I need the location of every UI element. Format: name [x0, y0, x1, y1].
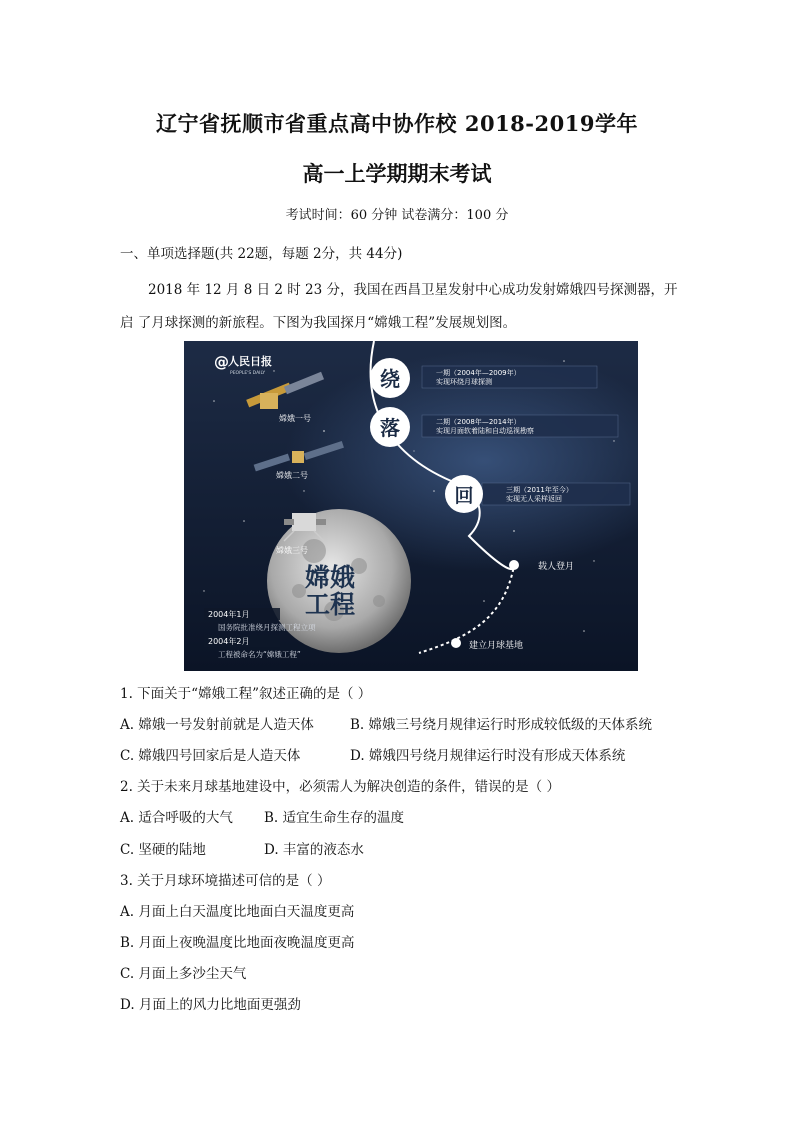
svg-text:落: 落: [380, 416, 400, 440]
figure-canvas: [184, 341, 638, 671]
svg-text:2004年1月: 2004年1月: [208, 610, 250, 619]
moon-title-1: 嫦娥: [304, 563, 356, 592]
question-1-option-d: D. 嫦娥四号绕月规律运行时没有形成天体系统: [350, 748, 626, 764]
question-3-option-a: A. 月面上白天温度比地面白天温度更高: [120, 904, 355, 920]
svg-text:PEOPLE'S DAILY: PEOPLE'S DAILY: [230, 371, 266, 376]
svg-text:2004年2月: 2004年2月: [208, 637, 250, 646]
svg-text:载人登月: 载人登月: [538, 562, 575, 572]
svg-text:@: @: [214, 353, 229, 371]
exam-info: 考试时间：60 分钟 试卷满分：100 分: [285, 208, 509, 223]
moon-title-2: 工程: [304, 590, 356, 619]
question-2-option-a: A. 适合呼吸的大气: [120, 810, 233, 826]
svg-text:国务院批准绕月探测工程立项: 国务院批准绕月探测工程立项: [218, 623, 316, 632]
question-3-option-b: B. 月面上夜晚温度比地面夜晚温度更高: [120, 935, 355, 951]
svg-text:二期（2008年—2014年）: 二期（2008年—2014年）: [436, 418, 521, 426]
probe-2-label: 嫦娥二号: [276, 471, 308, 480]
probe-3-label: 嫦娥三号: [276, 546, 308, 555]
question-2-stem: 2. 关于未来月球基地建设中，必须需人为解决创造的条件，错误的是（ ）: [120, 779, 560, 795]
svg-text:绕: 绕: [380, 367, 400, 391]
svg-text:建立月球基地: 建立月球基地: [469, 641, 524, 651]
intro-line-1: 2018 年 12 月 8 日 2 时 23 分，我国在西昌卫星发射中心成功发射嫦娥四号探测器，开: [148, 282, 678, 298]
question-1-option-a: A. 嫦娥一号发射前就是人造天体: [120, 717, 314, 733]
question-3-stem: 3. 关于月球环境描述可信的是（ ）: [120, 873, 331, 889]
intro-line-2: 启 了月球探测的新旅程。下图为我国探月“嫦娥工程”发展规划图。: [120, 315, 517, 331]
question-3-option-c: C. 月面上多沙尘天气: [120, 966, 247, 982]
question-1-option-b: B. 嫦娥三号绕月规律运行时形成较低级的天体系统: [350, 717, 653, 733]
svg-text:三期（2011年至今）: 三期（2011年至今）: [506, 486, 573, 494]
exam-title-line2: 高一上学期期末考试: [302, 161, 492, 186]
question-2-option-b: B. 适宜生命生存的温度: [264, 810, 405, 826]
exam-title-line1: 辽宁省抚顺市省重点高中协作校 2018-2019学年: [156, 111, 638, 136]
question-3-option-d: D. 月面上的风力比地面更强劲: [120, 997, 301, 1013]
svg-text:实现月面软着陆和自动巡视勘察: 实现月面软着陆和自动巡视勘察: [436, 427, 534, 435]
svg-text:回: 回: [454, 485, 474, 507]
question-2-option-c: C. 坚硬的陆地: [120, 842, 206, 858]
svg-text:实现环绕月球探测: 实现环绕月球探测: [436, 378, 492, 386]
svg-text:一期（2004年—2009年）: 一期（2004年—2009年）: [436, 369, 521, 377]
svg-text:工程被命名为“嫦娥工程”: 工程被命名为“嫦娥工程”: [218, 650, 301, 659]
change-project-figure: [184, 341, 638, 671]
question-1-stem: 1. 下面关于“嫦娥工程”叙述正确的是（ ）: [120, 686, 372, 702]
question-2-option-d: D. 丰富的液态水: [264, 842, 364, 858]
question-1-option-c: C. 嫦娥四号回家后是人造天体: [120, 748, 301, 764]
svg-text:人民日报: 人民日报: [228, 355, 272, 368]
section-heading: 一、单项选择题(共 22题，每题 2分，共 44分): [120, 246, 403, 262]
probe-1-label: 嫦娥一号: [279, 414, 311, 423]
svg-text:实现无人采样返回: 实现无人采样返回: [506, 495, 562, 503]
